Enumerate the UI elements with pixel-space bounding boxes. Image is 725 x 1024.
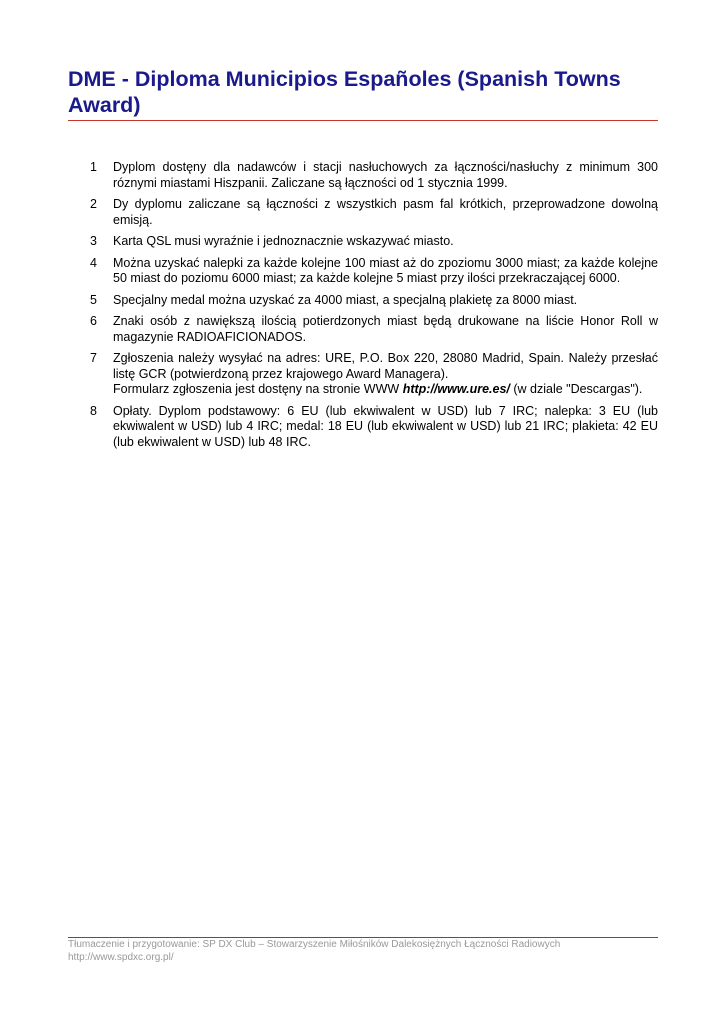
item-number: 3	[90, 234, 97, 248]
title-divider	[68, 120, 658, 121]
page-footer	[68, 939, 658, 964]
item-text-form	[113, 382, 658, 398]
item-text: Specjalny medal można uzyskać za 4000 miast, a specjalną plakietę za 8000 miast.	[113, 292, 578, 307]
list-item	[68, 234, 658, 250]
list-item	[68, 404, 658, 451]
ure-link[interactable]: http://www.ure.es/	[402, 382, 510, 396]
item-text: Karta QSL musi wyraźnie i jednoznacznie wskazywać miasto.	[113, 234, 454, 248]
item-text: Opłaty. Dyplom podstawowy: 6 EU (lub ekwiwalent w USD) lub 7 IRC; nalepka: 3 EU (lub ekwiwalent w USD) lub 4 IRC; medal: 18 EU (lub ekwiwalent w USD) lub 21 IRC; plakieta: 42 EU (lub ekwiwalent w USD) lub 48 IRC.	[113, 403, 658, 449]
item-text	[113, 351, 658, 398]
item-text: Dy dyplomu zaliczane są łączności z wszystkich pasm fal krótkich, przeprowadzone dowolną emisją.	[113, 197, 658, 227]
list-item	[68, 351, 658, 398]
list-item	[68, 160, 658, 191]
item-number: 4	[90, 255, 97, 270]
list-item	[68, 197, 658, 228]
footer-url[interactable]: http://www.spdxc.org.pl/	[68, 951, 174, 963]
item-number: 8	[90, 403, 97, 418]
item-text: Dyplom dostęny dla nadawców i stacji nasłuchowych za łączności/nasłuchy z minimum 300 róznymi miastami Hiszpanii. Zaliczane są łączności od 1 stycznia 1999.	[113, 160, 658, 190]
item-number: 2	[90, 197, 97, 211]
item-text: Można uzyskać nalepki za każde kolejne 100 miast aż do zpoziomu 3000 miast; za każde kolejne 50 miast do poziomu 6000 miast; za każde kolejne 5 miast przy ilości przekraczającej 6000.	[113, 255, 658, 285]
footer-divider	[68, 937, 658, 938]
list-item	[68, 314, 658, 345]
item-number: 5	[90, 292, 97, 307]
item-text: Znaki osób z nawiększą ilością potierdzonych miast będą drukowane na liście Honor Roll w magazynie RADIOAFICIONADOS.	[113, 314, 658, 344]
item-text-address: Zgłoszenia należy wysyłać na adres: URE, P.O. Box 220, 28080 Madrid, Spain. Należy przesłać listę GCR (potwierdzoną przez krajowego Award Managera).	[113, 351, 658, 381]
item-number: 6	[90, 314, 97, 328]
rules-list	[68, 160, 658, 456]
list-item	[68, 256, 658, 287]
footer-credit: Tłumaczenie i przygotowanie: SP DX Club – Stowarzyszenie Miłośników Dalekosiężnych Łączności Radiowych	[68, 939, 561, 950]
item-number: 1	[90, 160, 97, 174]
list-item	[68, 293, 658, 309]
form-text-before: Formularz zgłoszenia jest dostęny na stronie WWW	[113, 382, 403, 396]
document-title: DME - Diploma Municipios Españoles (Spanish Towns Award)	[68, 67, 621, 117]
item-number: 7	[90, 351, 97, 365]
form-text-after: (w dziale "Descargas").	[509, 382, 643, 396]
